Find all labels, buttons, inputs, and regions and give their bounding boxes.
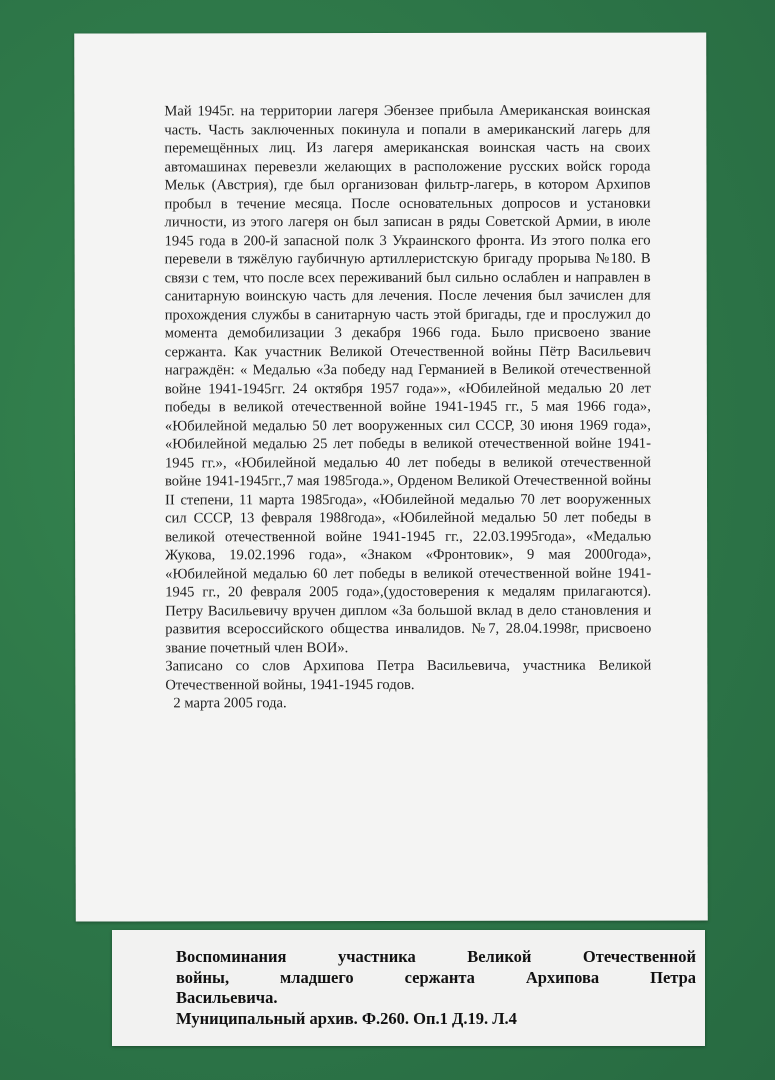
document-sheet xyxy=(74,32,708,921)
caption-archive-reference: Муниципальный архив. Ф.260. Оп.1 Д.19. Л.4 xyxy=(176,1008,517,1028)
signoff-paragraph: Записано со слов Архипова Петра Васильевича, участника Великой Отечественной войны, 1941-1945 годов. xyxy=(165,657,652,693)
caption-line-1: Воспоминания участника Великой Отечественной xyxy=(176,947,696,966)
caption-text xyxy=(176,947,696,1029)
caption-label xyxy=(112,930,705,1046)
document-body xyxy=(164,102,651,713)
document-date: 2 марта 2005 года. xyxy=(173,695,287,712)
main-paragraph: Май 1945г. на территории лагеря Эбензее прибыла Американская воинская часть. Часть заключенных покинула и попали в американский лагерь для перемещённых лиц. Из лагеря американская воинская часть на своих автомашинах перевезли желающих в расположение русских войск города Мельк (Австрия), где был организован фильтр-лагерь, в котором Архипов пробыл в течение месяца. После основательных допросов и установки личности, из этого лагеря он был записан в ряды Советской Армии, в июле 1945 года в 200-й запасной полк 3 Украинского фронта. Из этого полка его перевели в тяжёлую гаубичную артиллеристскую бригаду прорыва №180. В связи с тем, что после всех переживаний был сильно ослаблен и направлен в санитарную воинскую часть для лечения. После лечения был зачислен для прохождения службы в санитарную часть этой бригады, где и прослужил до момента демобилизации 3 декабря 1966 года. Было присвоено звание сержанта. Как участник Великой Отечественной войны Пётр Васильевич награждён: « Медалью «За победу над Германией в Великой отечественной войне 1941-1945гг. 24 октября 1957 года»», «Юбилейной медалью 20 лет победы в великой отечественной войне 1941-1945 гг., 5 мая 1966 года», «Юбилейной медалью 50 лет вооруженных сил СССР, 30 июня 1969 года», «Юбилейной медалью 25 лет победы в великой отечественной войне 1941-1945 гг.», «Юбилейной медалью 40 лет победы в великой отечественной войне 1941-1945гг.,7 мая 1985года.», Орденом Великой Отечественной войны II степени, 11 марта 1985года», «Юбилейной медалью 70 лет вооруженных сил СССР, 13 февраля 1988года», «Юбилейной медалью 50 лет победы в великой отечественной войне 1941-1945 гг., 22.03.1995года», «Медалью Жукова, 19.02.1996 года», «Знаком «Фронтовик», 9 мая 2000года», «Юбилейной медалью 60 лет победы в великой отечественной войне 1941-1945 гг., 20 февраля 2005 года»,(удостоверения к медалям прилагаются). Петру Васильевичу вручен диплом «За большой вклад в дело становления и развития всероссийского общества инвалидов. №7, 28.04.1998г, присвоено звание почетный член ВОИ». xyxy=(164,102,652,656)
caption-line-3: Васильевича. xyxy=(176,988,278,1007)
caption-line-2: войны, младшего сержанта Архипова Петра xyxy=(176,967,696,987)
